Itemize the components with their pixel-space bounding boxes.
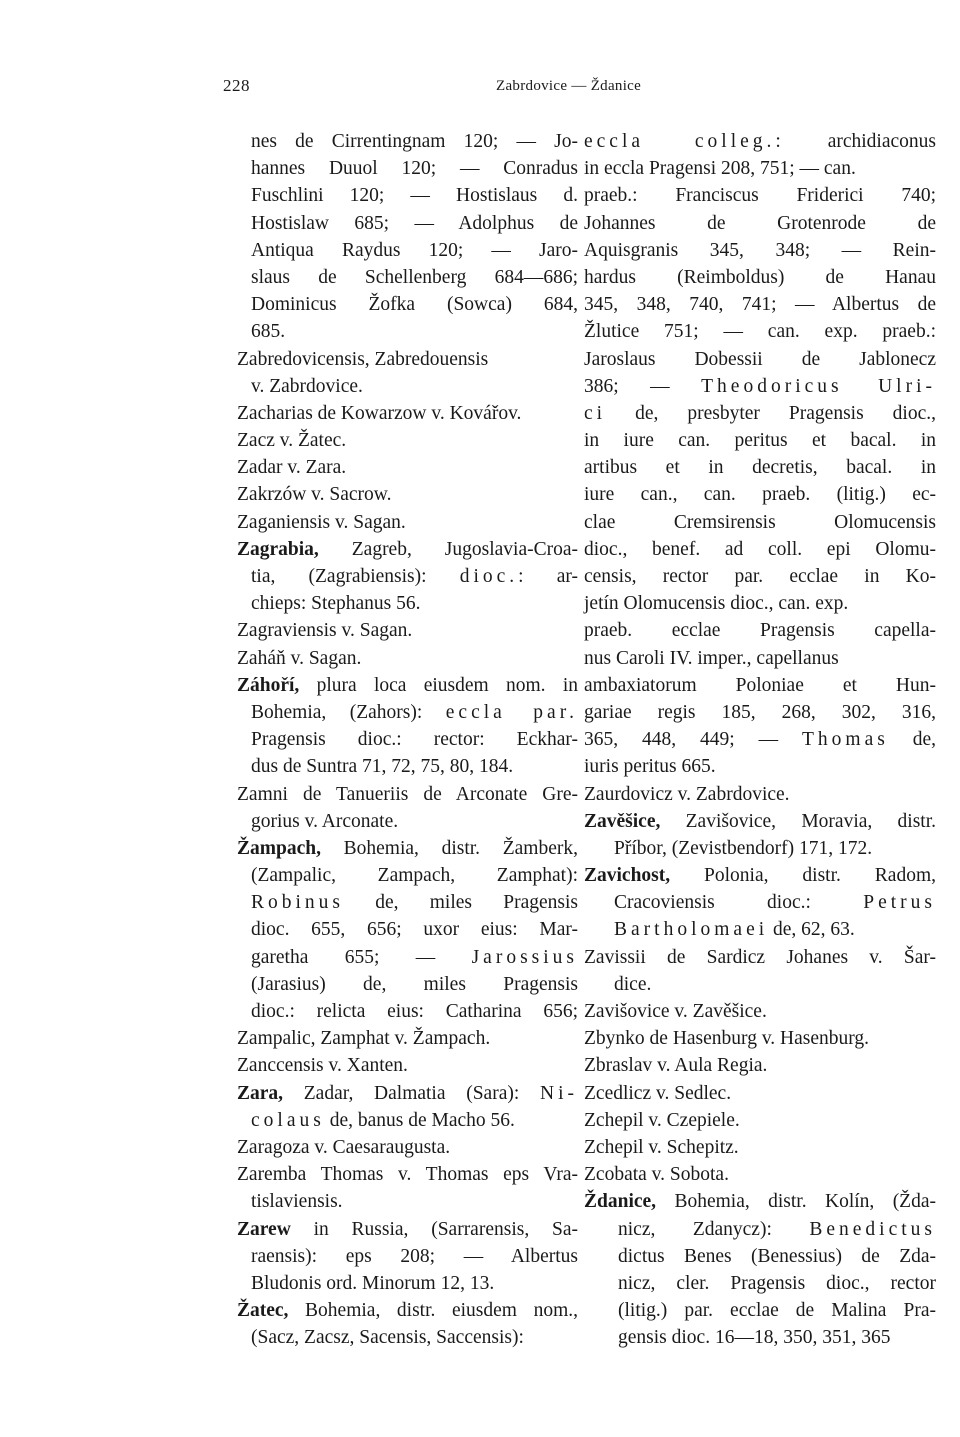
text-line <box>213 1161 578 1188</box>
text-line <box>584 1216 936 1243</box>
text-run: Zacz v. Žatec. <box>237 430 347 452</box>
text-run: Jaroslaus Dobessii de Jablonecz <box>584 348 936 370</box>
text-line <box>584 155 936 182</box>
text-run: de, presbyter Pragensis dioc., <box>606 402 936 424</box>
headword: Zara, <box>237 1082 284 1104</box>
spaced-name: eccla colleg. <box>584 131 776 152</box>
text-run: tislaviensis. <box>251 1191 343 1213</box>
text-line <box>213 400 578 427</box>
text-line <box>213 590 578 617</box>
text-line <box>584 1107 936 1134</box>
text-line <box>213 210 578 237</box>
text-line <box>213 1216 578 1243</box>
spaced-name: Bartholomaei <box>614 919 769 941</box>
text-run: Zcobata v. Sobota. <box>584 1164 729 1186</box>
text-line <box>213 1297 578 1324</box>
text-line <box>584 645 936 672</box>
text-run: Žlutice 751; — can. exp. praeb.: <box>584 321 936 343</box>
headword: Zagrabia, <box>237 538 319 560</box>
text-line <box>584 781 936 808</box>
text-run: v. Zabrdovice. <box>251 375 363 397</box>
text-line <box>584 400 936 427</box>
text-run: iuris peritus 665. <box>584 756 716 778</box>
spaced-name: Theodoricus Ulri- <box>701 375 936 397</box>
text-line <box>213 427 578 454</box>
text-line <box>213 889 578 916</box>
text-run: dioc.: relicta eius: Catharina 656; <box>251 1001 578 1022</box>
headword: Záhoří, <box>237 674 300 696</box>
text-line <box>584 1243 936 1270</box>
text-run: de, miles Pragensis <box>344 892 578 914</box>
headword: Zarew <box>237 1218 291 1240</box>
text-run: 685. <box>251 321 286 343</box>
text-run: censis, rector par. ecclae in Ko- <box>584 566 936 587</box>
spaced-name: Ni- <box>540 1082 578 1104</box>
text-line <box>584 346 936 373</box>
spaced-name: Thomas <box>802 729 889 751</box>
text-line <box>213 1243 578 1270</box>
text-run: in eccla Pragensi 208, 751; — can. <box>584 158 856 180</box>
text-line <box>584 128 936 155</box>
text-line <box>584 318 936 345</box>
text-run: dus de Suntra 71, 72, 75, 80, 184. <box>251 756 514 778</box>
text-run: Zamni de Tanueriis de Arconate Gre- <box>237 783 578 805</box>
right-column <box>584 128 936 1351</box>
text-line <box>584 699 936 726</box>
text-line <box>584 1324 936 1351</box>
text-line <box>584 264 936 291</box>
text-run: : archidiaconus <box>775 131 936 152</box>
text-run: Zaremba Thomas v. Thomas eps Vra- <box>237 1164 578 1186</box>
text-run: (Jarasius) de, miles Pragensis <box>251 973 578 995</box>
text-run: Zaháň v. Sagan. <box>237 647 362 669</box>
text-run: Zbynko de Hasenburg v. Hasenburg. <box>584 1028 870 1050</box>
text-line <box>584 590 936 617</box>
text-line <box>213 645 578 672</box>
text-run: Fuschlini 120; — Hostislaus d. <box>251 185 578 207</box>
text-line <box>584 210 936 237</box>
text-run: Antiqua Raydus 120; — Jaro- <box>251 239 578 261</box>
text-run: Zbraslav v. Aula Regia. <box>584 1055 768 1077</box>
text-run: Zaganiensis v. Sagan. <box>237 511 406 533</box>
text-run: garetha 655; — <box>251 946 472 968</box>
text-run: (Sacz, Zacsz, Sacensis, Saccensis): <box>251 1327 524 1349</box>
text-line <box>213 971 578 998</box>
text-run: chieps: Stephanus 56. <box>251 593 421 615</box>
text-line <box>213 753 578 780</box>
text-run: Pragensis dioc.: rector: Eckhar- <box>251 729 578 751</box>
text-run: Hostislaw 685; — Adolphus de <box>251 212 578 234</box>
text-run: (Zampalic, Zampach, Zamphat): <box>251 865 578 887</box>
text-run: : ar- <box>518 566 578 587</box>
text-run: Zavišovice, Moravia, distr. <box>660 810 936 832</box>
text-run: Zchepil v. Czepiele. <box>584 1109 740 1131</box>
text-run: dictus Benes (Benessius) de Zda- <box>618 1245 936 1267</box>
text-line <box>213 291 578 318</box>
text-run: dioc., benef. ad coll. epi Olomu- <box>584 538 936 560</box>
text-line <box>213 617 578 644</box>
text-line <box>213 454 578 481</box>
text-line <box>584 617 936 644</box>
text-line <box>213 944 578 971</box>
spaced-name: Benedictus <box>809 1218 936 1240</box>
text-run: praeb. ecclae Pragensis capella- <box>584 620 936 642</box>
text-line <box>213 916 578 943</box>
text-line <box>584 1052 936 1079</box>
text-line <box>584 753 936 780</box>
text-line <box>584 536 936 563</box>
text-run: Polonia, distr. Radom, <box>670 865 936 887</box>
text-line <box>584 291 936 318</box>
text-run: ambaxiatorum Poloniae et Hun- <box>584 674 936 696</box>
text-line <box>584 862 936 889</box>
text-run: Bohemia, distr. Kolín, (Žda- <box>656 1191 936 1213</box>
text-line <box>584 427 936 454</box>
text-line <box>213 1134 578 1161</box>
text-run: plura loca eiusdem nom. in <box>299 674 578 696</box>
text-run: gensis dioc. 16—18, 350, 351, 365 <box>618 1327 891 1349</box>
text-run: de, <box>888 729 936 751</box>
text-run: Zagreb, Jugoslavia-Croa- <box>318 538 578 560</box>
text-line <box>584 1188 936 1215</box>
text-run: nus Caroli IV. imper., capellanus <box>584 647 839 669</box>
text-line <box>213 346 578 373</box>
spaced-name: Jarossius <box>471 946 578 968</box>
text-line <box>584 182 936 209</box>
spaced-name: Petrus <box>863 892 936 914</box>
headword: Žampach, <box>237 837 321 859</box>
spaced-name: dioc. <box>459 566 519 587</box>
text-line <box>213 1324 578 1351</box>
text-run: gariae regis 185, 268, 302, 316, <box>584 701 936 723</box>
text-line <box>584 1080 936 1107</box>
text-line <box>213 808 578 835</box>
text-line <box>584 726 936 753</box>
text-run: 365, 448, 449; — <box>584 729 802 751</box>
text-run: artibus et in decretis, bacal. in <box>584 457 936 479</box>
text-line <box>213 563 578 590</box>
text-run: Zaragoza v. Caesaraugusta. <box>237 1136 451 1158</box>
text-run: Zavišovice v. Zavěšice. <box>584 1001 767 1022</box>
text-run: Zadar v. Zara. <box>237 457 347 479</box>
text-run: Zampalic, Zamphat v. Žampach. <box>237 1028 491 1050</box>
headword: Zavichost, <box>584 865 671 887</box>
text-run: Zakrzów v. Sacrow. <box>237 484 392 506</box>
text-line <box>213 781 578 808</box>
headword: Zavěšice, <box>584 810 661 832</box>
text-line <box>213 862 578 889</box>
text-run: nes de Cirrentingnam 120; — Jo- <box>251 131 578 152</box>
spaced-name: colaus <box>251 1109 325 1131</box>
text-run: in iure can. peritus et bacal. in <box>584 430 936 452</box>
text-run: de, 62, 63. <box>768 919 855 941</box>
text-line <box>213 1080 578 1107</box>
text-run: hannes Duuol 120; — Conradus <box>251 158 578 180</box>
text-run: clae Cremsirensis Olomucensis <box>584 511 936 533</box>
text-run: Johannes de Grotenrode de <box>584 212 936 234</box>
text-line <box>213 1107 578 1134</box>
text-line <box>213 699 578 726</box>
text-run: tia, (Zagrabiensis): <box>251 566 460 587</box>
text-line <box>213 237 578 264</box>
text-line <box>584 916 936 943</box>
text-run: Bludonis ord. Minorum 12, 13. <box>251 1272 495 1294</box>
text-line <box>584 237 936 264</box>
text-line <box>584 1297 936 1324</box>
text-run: Zchepil v. Schepitz. <box>584 1136 739 1158</box>
text-run: Zadar, Dalmatia (Sara): <box>283 1082 540 1104</box>
page-number: 228 <box>223 76 250 95</box>
text-run: Zagraviensis v. Sagan. <box>237 620 413 642</box>
text-run: Bohemia, (Zahors): <box>251 701 446 723</box>
text-line <box>584 1134 936 1161</box>
text-line <box>213 128 578 155</box>
text-line <box>584 373 936 400</box>
text-run: Zcedlicz v. Sedlec. <box>584 1082 732 1104</box>
text-run: Bohemia, distr. eiusdem nom., <box>288 1300 578 1322</box>
text-line <box>213 264 578 291</box>
text-line <box>213 672 578 699</box>
text-run: Zaurdovicz v. Zabrdovice. <box>584 783 790 805</box>
running-head: Zabrdovice — Ždanice <box>496 78 642 94</box>
text-line <box>213 318 578 345</box>
text-line <box>584 1270 936 1297</box>
text-run: Bohemia, distr. Žamberk, <box>320 837 578 859</box>
text-line <box>213 1052 578 1079</box>
text-line <box>213 373 578 400</box>
spaced-name: eccla par. <box>445 701 578 723</box>
text-run: 345, 348, 740, 741; — Albertus de <box>584 294 936 316</box>
text-line <box>584 889 936 916</box>
spaced-name: ci <box>584 402 607 424</box>
text-line <box>213 726 578 753</box>
text-run: praeb.: Franciscus Friderici 740; <box>584 185 936 207</box>
text-run: dice. <box>614 973 652 995</box>
text-run: 386; — <box>584 375 702 397</box>
text-run: gorius v. Arconate. <box>251 810 399 832</box>
text-run: slaus de Schellenberg 684—686; <box>251 266 578 288</box>
text-line <box>213 1270 578 1297</box>
text-line <box>584 481 936 508</box>
text-run: (litig.) par. ecclae de Malina Pra- <box>618 1300 936 1322</box>
text-line <box>213 1188 578 1215</box>
text-line <box>213 835 578 862</box>
text-run: dioc. 655, 656; uxor eius: Mar- <box>251 919 578 941</box>
text-line <box>584 808 936 835</box>
text-run: de, banus de Macho 56. <box>324 1109 515 1131</box>
headword: Žatec, <box>237 1300 289 1322</box>
text-line <box>213 182 578 209</box>
text-run: Zacharias de Kowarzow v. Kovářov. <box>237 402 522 424</box>
text-line <box>584 835 936 862</box>
spaced-name: Robinus <box>251 892 345 914</box>
text-run: raensis): eps 208; — Albertus <box>251 1245 578 1267</box>
text-line <box>584 1161 936 1188</box>
text-run: Zabredovicensis, Zabredouensis <box>237 348 489 370</box>
text-run: in Russia, (Sarrarensis, Sa- <box>290 1218 578 1240</box>
text-run: nicz, Zdanycz): <box>618 1218 810 1240</box>
left-column <box>213 128 578 1351</box>
text-line <box>584 454 936 481</box>
text-line <box>584 971 936 998</box>
text-line <box>584 998 936 1025</box>
text-line <box>584 1025 936 1052</box>
text-run: Cracoviensis dioc.: <box>614 892 864 914</box>
text-line <box>213 1025 578 1052</box>
text-run: nicz, cler. Pragensis dioc., rector <box>618 1272 936 1294</box>
text-line <box>213 481 578 508</box>
text-run: Aquisgranis 345, 348; — Rein- <box>584 239 936 261</box>
headword: Ždanice, <box>584 1191 657 1213</box>
text-run: Zanccensis v. Xanten. <box>237 1055 408 1077</box>
text-run: jetín Olomucensis dioc., can. exp. <box>584 593 849 615</box>
text-run: Příbor, (Zevistbendorf) 171, 172. <box>614 837 873 859</box>
text-line <box>213 509 578 536</box>
text-run: Zavissii de Sardicz Johanes v. Šar- <box>584 946 936 968</box>
text-line <box>213 998 578 1025</box>
text-run: Dominicus Žofka (Sowca) 684, <box>251 294 578 316</box>
text-line <box>584 672 936 699</box>
text-line <box>213 155 578 182</box>
text-run: iure can., can. praeb. (litig.) ec- <box>584 484 936 506</box>
text-line <box>213 536 578 563</box>
text-line <box>584 563 936 590</box>
text-run: hardus (Reimboldus) de Hanau <box>584 266 936 288</box>
text-line <box>584 509 936 536</box>
text-line <box>584 944 936 971</box>
